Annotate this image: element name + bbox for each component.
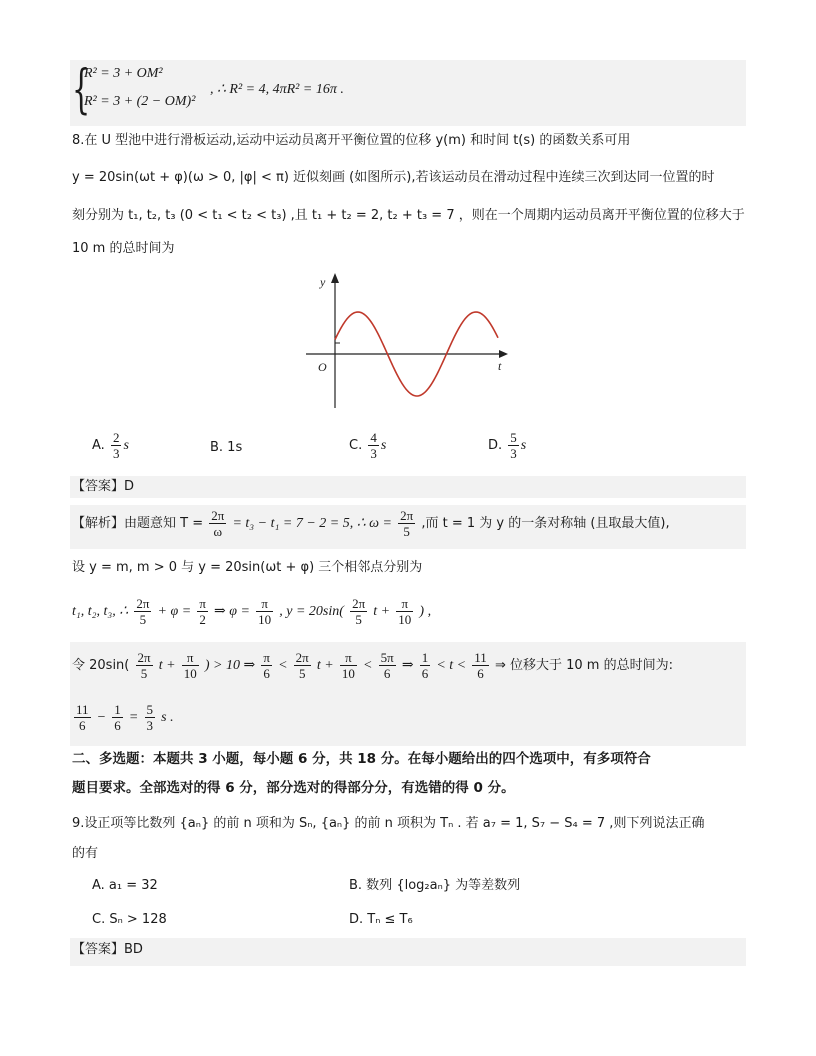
sine-curve: [335, 312, 498, 396]
q8-option-b[interactable]: B. 1s: [210, 440, 243, 455]
q8-line-3: 刻分别为 t₁, t₂, t₃ (0 < t₁ < t₂ < t₃) ,且 t₁ + t₂ = 2, t₂ + t₃ = 7 ，则在一个周期内运动员离开平衡位置的位移大于: [72, 208, 745, 223]
x-axis-arrow: [499, 350, 508, 358]
q9-line-2: 的有: [72, 846, 99, 861]
q8-line-2: y = 20sin(ωt + φ)(ω > 0, |φ| < π) 近似刻画 (如图所示),若该运动员在滑动过程中连续三次到达同一位置的时: [72, 170, 715, 185]
section2-heading-line-1: 二、多选题：本题共 3 小题，每小题 6 分，共 18 分。在每小题给出的四个选项中，有多项符合: [72, 751, 651, 767]
y-axis-label: y: [320, 275, 326, 289]
y-axis-arrow: [331, 273, 339, 283]
q8-option-c[interactable]: C. $\frac{4}{3}$ s: [349, 430, 387, 461]
q9-answer-shade: [70, 938, 746, 966]
solution-line-3: t₁, t₂, t₃, ∴ $\frac{2\pi}{5}$ + φ = $\frac{\pi}{2}$ ⇒ φ = $\frac{\pi}{10}$ , y = 20sin( $\frac{2\pi}{5}$ t + $\frac{\pi}{10}$ ) ,: [72, 596, 432, 627]
origin-label: O: [318, 360, 327, 374]
section2-heading-line-2: 题目要求。全部选对的得 6 分，部分选对的得部分分，有选错的得 0 分。: [72, 780, 515, 796]
q8-line-1: 8.在 U 型池中进行滑板运动,运动中运动员离开平衡位置的位移 y(m) 和时间 t(s) 的函数关系可用: [72, 133, 631, 148]
q9-answer: 【答案】BD: [72, 942, 143, 957]
q9-line-1: 9.设正项等比数列 {aₙ} 的前 n 项和为 Sₙ, {aₙ} 的前 n 项积为 Tₙ . 若 a₇ = 1, S₇ − S₄ = 7 ,则下列说法正确: [72, 816, 705, 831]
system-brace: {: [72, 60, 91, 120]
q8-answer: 【答案】D: [72, 479, 135, 494]
system-equation-1: R² = 3 + OM²: [84, 66, 163, 81]
solution-line-5: $\frac{11}{6}$ − $\frac{1}{6}$ = $\frac{5}{3}$ s .: [76, 702, 174, 733]
q9-option-b[interactable]: B. 数列 {log₂aₙ} 为等差数列: [349, 878, 521, 893]
solution-line-4: 令 20sin( $\frac{2\pi}{5}$ t + $\frac{\pi}{10}$ ) > 10 ⇒ $\frac{\pi}{6}$ < $\frac{2\pi}{5}$ t + $\frac{\pi}{10}$ < $\frac{5\pi}{6}$ ⇒ $\frac{1}{6}$ < t < $\frac{11}{6}$ ⇒ 位移大于 10 m 的总时间为:: [72, 650, 673, 681]
q9-option-a[interactable]: A. a₁ = 32: [92, 878, 158, 893]
solution-line-1: 【解析】由题意知 T = $\frac{2\pi}{\omega}$ = t₃ − t₁ = 7 − 2 = 5, ∴ ω = $\frac{2\pi}{5}$ ,而 t = 1 为 y 的一条对称轴 (且取最大值),: [72, 508, 670, 539]
q8-option-a[interactable]: A. $\frac{2}{3}$ s: [92, 430, 129, 461]
answer-shade: [70, 476, 746, 498]
system-conclusion: , ∴ R² = 4, 4πR² = 16π .: [210, 82, 344, 97]
solution-line-2: 设 y = m, m > 0 与 y = 20sin(ωt + φ) 三个相邻点分别为: [72, 560, 423, 575]
q8-option-d[interactable]: D. $\frac{5}{3}$ s: [488, 430, 527, 461]
x-axis-label: t: [498, 359, 502, 373]
q8-line-4: 10 m 的总时间为: [72, 241, 175, 256]
q9-option-c[interactable]: C. Sₙ > 128: [92, 912, 167, 927]
q9-option-d[interactable]: D. Tₙ ≤ T₆: [349, 912, 413, 927]
system-equation-2: R² = 3 + (2 − OM)²: [84, 94, 196, 109]
